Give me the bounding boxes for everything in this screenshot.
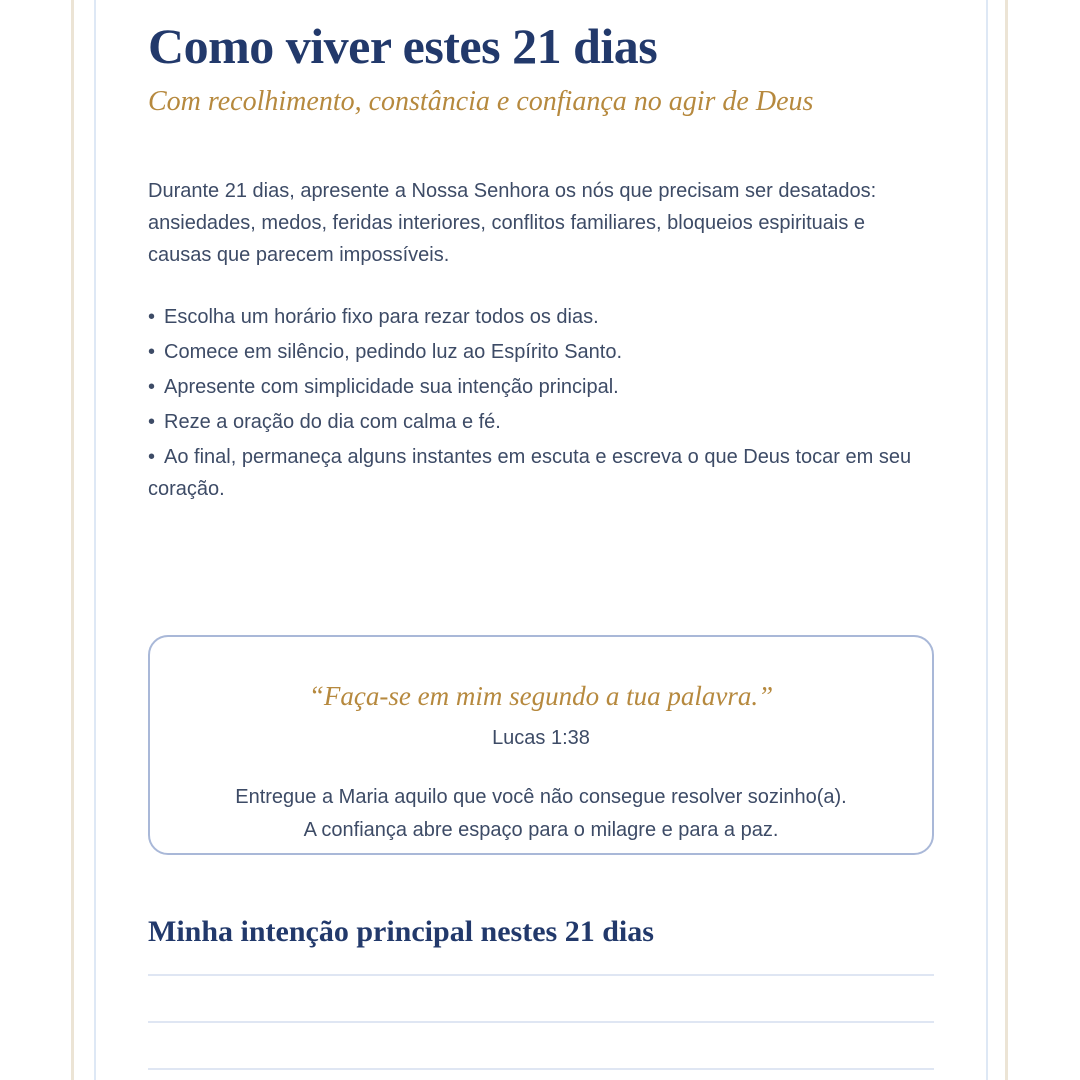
- quote-box: [148, 635, 934, 855]
- quote-body: [150, 781, 932, 847]
- quote-line-2: A confiança abre espaço para o milagre e para a paz.: [303, 818, 779, 841]
- bullet-item: [148, 406, 920, 438]
- writing-line: [148, 1023, 934, 1070]
- document-page: [94, 0, 988, 1080]
- page-content: [96, 20, 986, 1070]
- quote-text: “Faça-se em mim segundo a tua palavra.”: [308, 680, 774, 711]
- intro-paragraph: Durante 21 dias, apresente a Nossa Senhora os nós que precisam ser desatados: ansiedades, medos, feridas interiores, conflitos familiares, bloqueios espirituais e causas que parecem impossíveis.: [148, 179, 877, 266]
- quote-reference: Lucas 1:38: [492, 726, 590, 749]
- bullet-item: [148, 336, 920, 368]
- quote-line-1: Entregue a Maria aquilo que você não consegue resolver sozinho(a).: [235, 785, 847, 808]
- outer-page-edge-left: [71, 0, 74, 1080]
- bullet-marker: •: [148, 375, 156, 398]
- writing-line: [148, 948, 934, 976]
- outer-page-edge-right: [1005, 0, 1008, 1080]
- bullet-item: [148, 301, 920, 333]
- bullet-marker: •: [148, 445, 156, 468]
- bullet-text: Ao final, permaneça alguns instantes em escuta e escreva o que Deus tocar em seu coração.: [148, 445, 912, 500]
- bullet-marker: •: [148, 340, 156, 363]
- bullet-text: Apresente com simplicidade sua intenção principal.: [164, 375, 619, 398]
- bullet-list: [148, 301, 934, 505]
- bullet-text: Comece em silêncio, pedindo luz ao Espírito Santo.: [164, 340, 623, 363]
- writing-lines: [148, 948, 934, 1070]
- bullet-text: Escolha um horário fixo para rezar todos os dias.: [164, 305, 599, 328]
- bullet-item: [148, 441, 920, 505]
- bullet-text: Reze a oração do dia com calma e fé.: [164, 410, 501, 433]
- bullet-item: [148, 371, 920, 403]
- bullet-marker: •: [148, 410, 156, 433]
- page-title: Como viver estes 21 dias: [148, 18, 658, 74]
- bullet-marker: •: [148, 305, 156, 328]
- page-subtitle: Com recolhimento, constância e confiança no agir de Deus: [148, 85, 814, 117]
- section-heading: Minha intenção principal nestes 21 dias: [148, 914, 654, 948]
- writing-line: [148, 976, 934, 1023]
